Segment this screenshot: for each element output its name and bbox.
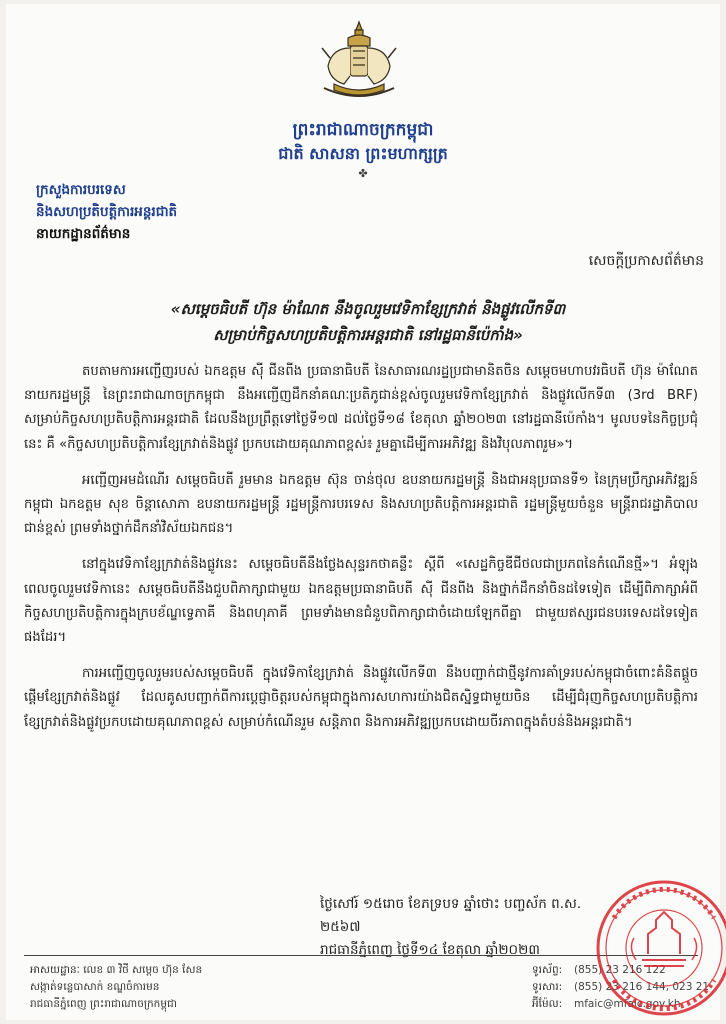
paragraph-1: តបតាមការអញ្ជើញរបស់ ឯកឧត្តម ស៊ី ជីនពីង ប្រធានាធិបតី នៃសាធារណរដ្ឋប្រជាមានិតចិន សម្តេចមហាបវរធិបតី ហ៊ុន ម៉ាណែត នាយករដ្ឋមន្ត្រី នៃព្រះរាជាណាចក្រកម្ពុជា នឹងអញ្ជើញដឹកនាំគណៈប្រតិភូជាន់ខ្ពស់ចូលរួមវេទិកាខ្សែក្រវាត់ និងផ្លូវលើកទី៣ (3rd BRF) សម្រាប់កិច្ចសហប្រតិបត្តិការអន្តរជាតិ ដែលនឹងប្រព្រឹត្តទៅថ្ងៃទី១៧ ដល់ថ្ងៃទី១៨ ខែតុលា ឆ្នាំ២០២៣ នៅរដ្ឋធានីប៉េកាំង។ មូលបទនៃកិច្ចប្រជុំនេះ គឺ «កិច្ចសហប្រតិបត្តិការខ្សែក្រវាត់និងផ្លូវ ប្រកបដោយគុណភាពខ្ពស់៖ រួមគ្នាដើម្បីការអភិវឌ្ឍ និងវិបុលភាពរួម»។ xyxy=(24,364,698,452)
ministry-red-seal-icon xyxy=(584,868,726,1018)
headline xyxy=(60,296,676,348)
paragraph-3: នៅក្នុងវេទិកាខ្សែក្រវាត់និងផ្លូវនេះ សម្តេចធិបតីនឹងថ្លែងសុន្ទរកថាគន្លឹះ ស្តីពី «សេដ្ឋកិច្ចឌីជីថលជាប្រភពនៃកំណើនថ្មី»។ អំឡុងពេលចូលរួមវេទិកានេះ សម្តេចធិបតីនឹងជួបពិភាក្សាជាមួយ ឯកឧត្តមប្រធានាធិបតី ស៊ី ជីនពីង និងថ្នាក់ដឹកនាំចិនដទៃទៀត ដើម្បីពិភាក្សាអំពីកិច្ចសហប្រតិបត្តិការក្នុងក្របខ័ណ្ឌទ្វេភាគី និងពហុភាគី ព្រមទាំងមានជំនួបពិភាក្សាជាចំដោយឡែកពីគ្នា ជាមួយឥស្សរជនបរទេសដទៃទៀតផងដែរ។ xyxy=(24,557,698,646)
footer-address xyxy=(30,962,330,1013)
ministry-name-line2: និងសហប្រតិបត្តិការអន្តរជាតិ xyxy=(36,204,178,220)
ministry-name-line1: ក្រសួងការបរទេស xyxy=(36,182,126,198)
email-label: អ៊ីម៉ែល: xyxy=(532,998,563,1010)
solar-date: រាជធានីភ្នំពេញ ថ្ងៃទី១៤ ខែតុលា ឆ្នាំ២០២៣ xyxy=(320,942,540,958)
tel-value: (855) 23 216 122 xyxy=(574,964,666,976)
tel-label: ទូរស័ព្ទ: xyxy=(532,964,563,976)
fax-value: (855) 23 216 144, 023 21 xyxy=(574,981,710,993)
kingdom-title: ព្រះរាជាណាចក្រកម្ពុជា xyxy=(292,120,434,140)
fax-label: ទូរសារ: xyxy=(532,981,563,993)
headline-line1: «សម្តេចធិបតី ហ៊ុន ម៉ាណែត នឹងចូលរួមវេទិកាខ្សែក្រវាត់ និងផ្លូវលើកទី៣ xyxy=(170,300,566,318)
address-line1: អាសយដ្ឋានៈ លេខ ៣ វិថី សម្តេច ហ៊ុន សែន xyxy=(30,964,203,976)
address-line2: សង្កាត់ទន្លេបាសាក់ ខណ្ឌចំការមន xyxy=(30,981,160,993)
ornament-divider: ✤ xyxy=(358,167,368,180)
paragraph-4: ការអញ្ជើញចូលរួមរបស់សម្តេចធិបតី ក្នុងវេទិកាខ្សែក្រវាត់ និងផ្លូវលើកទី៣ នឹងបញ្ជាក់ជាថ្មីនូវការគាំទ្ររបស់កម្ពុជាចំពោះគំនិតផ្តួចផ្តើមខ្សែក្រវាត់និងផ្លូវ ដែលគូសបញ្ជាក់ពីការប្តេជ្ញាចិត្តរបស់កម្ពុជាក្នុងការសហការយ៉ាងជិតស្និទ្ធជាមួយចិន ដើម្បីជំរុញកិច្ចសហប្រតិបត្តិការខ្សែក្រវាត់និងផ្លូវប្រកបដោយគុណភាពខ្ពស់ សម្រាប់កំណើនរួម សន្តិភាព និងការអភិវឌ្ឍប្រកបដោយចីរភាពក្នុងតំបន់និងអន្តរជាតិ។ xyxy=(24,666,698,730)
headline-line2: សម្រាប់កិច្ចសហប្រតិបត្តិការអន្តរជាតិ នៅរដ្ឋធានីប៉េកាំង» xyxy=(213,326,523,344)
royal-arms-emblem-icon xyxy=(318,18,400,104)
address-line3: រាជធានីភ្នំពេញ ព្រះរាជាណាចក្រកម្ពុជា xyxy=(30,998,177,1010)
lunar-date: ថ្ងៃសៅរ៍ ១៥រោច ខែភទ្របទ ឆ្នាំថោះ បញ្ចស័ក ព.ស. ២៥៦៧ xyxy=(320,896,582,935)
paragraph-2: អញ្ជើញអមដំណើរ សម្តេចធិបតី រួមមាន ឯកឧត្តម ស៊ុន ចាន់ថុល ឧបនាយករដ្ឋមន្ត្រី និងជាអនុប្រធានទី១ នៃក្រុមប្រឹក្សាអភិវឌ្ឍន៍កម្ពុជា ឯកឧត្តម សុខ ចិន្តាសោភា ឧបនាយករដ្ឋមន្ត្រី រដ្ឋមន្ត្រីការបរទេស និងសហប្រតិបត្តិការអន្តរជាតិ រដ្ឋមន្ត្រីមួយចំនួន មន្ត្រីរាជរដ្ឋាភិបាលជាន់ខ្ពស់ ព្រមទាំងថ្នាក់ដឹកនាំវិស័យឯកជន។ xyxy=(24,472,698,537)
date-block xyxy=(320,893,620,962)
press-release-label: សេចក្តីប្រកាសព័ត៌មាន xyxy=(588,253,704,269)
email-value: mfaic@mfaic.gov.kh xyxy=(574,998,681,1010)
body-text xyxy=(24,360,698,747)
department-name: នាយកដ្ឋានព័ត៌មាន xyxy=(36,226,131,242)
ministry-header xyxy=(36,179,246,245)
national-motto: ជាតិ សាសនា ព្រះមហាក្សត្រ xyxy=(278,144,448,163)
kingdom-header xyxy=(250,118,476,180)
